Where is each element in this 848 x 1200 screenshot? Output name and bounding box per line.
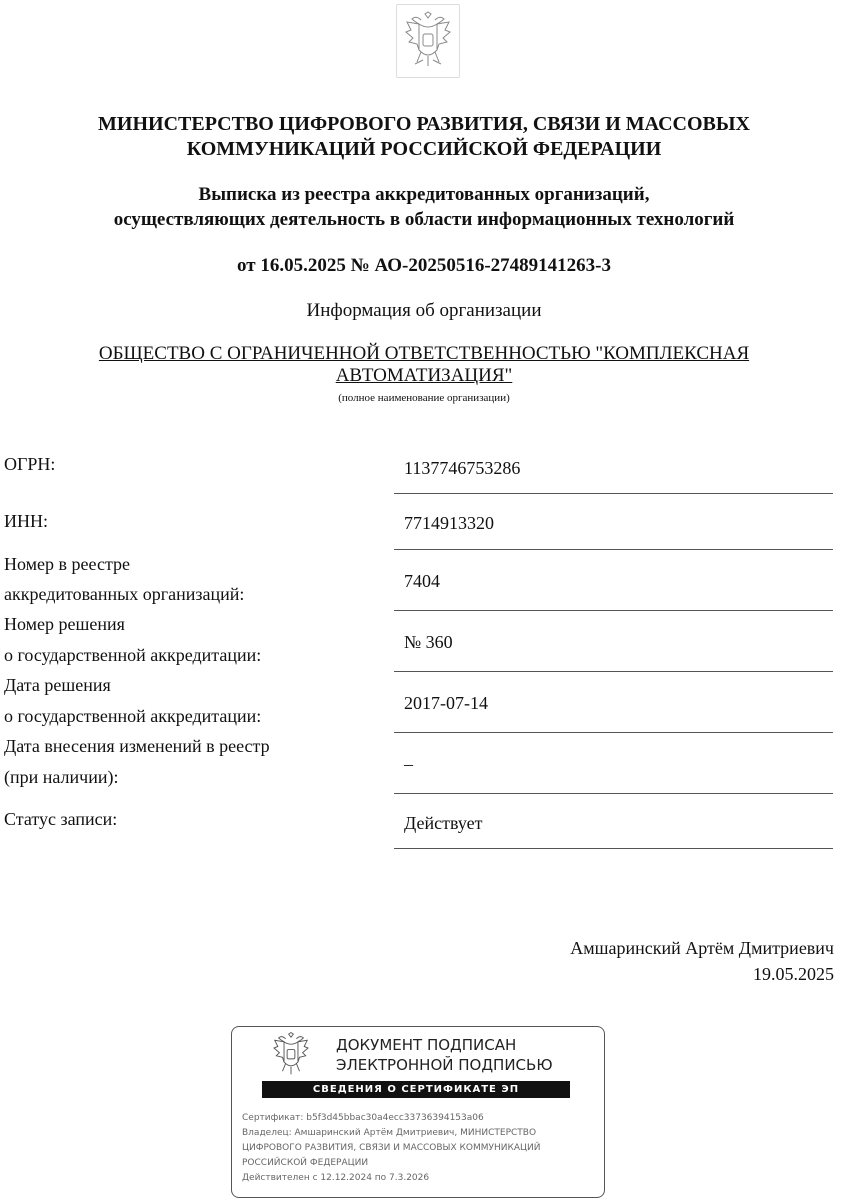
field-divider <box>394 610 833 611</box>
field-label: ИНН: <box>4 511 48 531</box>
russian-coat-of-arms-icon <box>270 1031 312 1079</box>
field-label-line1: Номер в реестре <box>4 554 131 574</box>
field-label-line2: (при наличии): <box>4 767 119 787</box>
field-divider <box>394 793 833 794</box>
certificate-serial: Сертификат: b5f3d45bbac30a4ecc33736394153a06 <box>242 1113 484 1123</box>
field-value: 1137746753286 <box>404 458 521 478</box>
stamp-title-line2: ЭЛЕКТРОННОЙ ПОДПИСЬЮ <box>336 1056 553 1074</box>
field-divider <box>394 732 833 733</box>
certificate-owner-line2: ЦИФРОВОГО РАЗВИТИЯ, СВЯЗИ И МАССОВЫХ КОММУНИКАЦИЙ <box>242 1143 541 1153</box>
field-label: ОГРН: <box>4 454 56 474</box>
electronic-signature-stamp <box>231 1026 605 1198</box>
certificate-owner-line1: Владелец: Амшаринский Артём Дмитриевич, МИНИСТЕРСТВО <box>242 1128 537 1138</box>
field-label: Статус записи: <box>4 809 118 829</box>
field-value: 7714913320 <box>404 513 494 533</box>
organization-full-name: ОБЩЕСТВО С ОГРАНИЧЕННОЙ ОТВЕТСТВЕННОСТЬЮ "КОМПЛЕКСНАЯ АВТОМАТИЗАЦИЯ" <box>98 343 750 386</box>
field-value: № 360 <box>404 632 453 652</box>
russian-coat-of-arms-icon <box>403 10 453 72</box>
field-label-line2: о государственной аккредитации: <box>4 706 262 726</box>
field-label-line2: о государственной аккредитации: <box>4 645 262 665</box>
field-value: 7404 <box>404 571 440 591</box>
document-subtitle-line1: Выписка из реестра аккредитованных организаций, <box>198 184 650 205</box>
document-subtitle-line2: осуществляющих деятельность в области информационных технологий <box>113 209 735 230</box>
field-value: 2017-07-14 <box>404 693 488 713</box>
header-emblem <box>396 4 460 78</box>
ministry-title-line1: МИНИСТЕРСТВО ЦИФРОВОГО РАЗВИТИЯ, СВЯЗИ И МАССОВЫХ <box>98 113 750 135</box>
field-divider <box>394 848 833 849</box>
field-divider <box>394 671 833 672</box>
certificate-validity: Действителен с 12.12.2024 по 7.3.2026 <box>242 1173 430 1183</box>
field-divider <box>394 549 833 550</box>
field-divider <box>394 493 833 494</box>
ministry-title <box>0 112 848 162</box>
section-title: Информация об организации <box>306 300 542 321</box>
certificate-owner-line3: РОССИЙСКОЙ ФЕДЕРАЦИИ <box>242 1158 369 1168</box>
organization-name-caption: (полное наименование организации) <box>338 392 510 404</box>
document-number: от 16.05.2025 № АО-20250516-27489141263-3 <box>237 255 611 276</box>
field-value: Действует <box>404 813 483 833</box>
field-label-line2: аккредитованных организаций: <box>4 584 245 604</box>
ministry-title-line2: КОММУНИКАЦИЙ РОССИЙСКОЙ ФЕДЕРАЦИИ <box>186 138 662 160</box>
stamp-title-line1: ДОКУМЕНТ ПОДПИСАН <box>336 1036 517 1054</box>
signer-date: 19.05.2025 <box>753 964 834 984</box>
stamp-title <box>336 1035 553 1075</box>
certificate-details <box>242 1111 598 1186</box>
field-value: – <box>404 754 413 774</box>
certificate-info-bar: СВЕДЕНИЯ О СЕРТИФИКАТЕ ЭП <box>262 1081 570 1098</box>
document-subtitle <box>0 182 848 232</box>
field-label-line1: Номер решения <box>4 614 125 634</box>
signer-name: Амшаринский Артём Дмитриевич <box>570 938 834 958</box>
field-label-line1: Дата внесения изменений в реестр <box>4 736 270 756</box>
field-label-line1: Дата решения <box>4 675 111 695</box>
